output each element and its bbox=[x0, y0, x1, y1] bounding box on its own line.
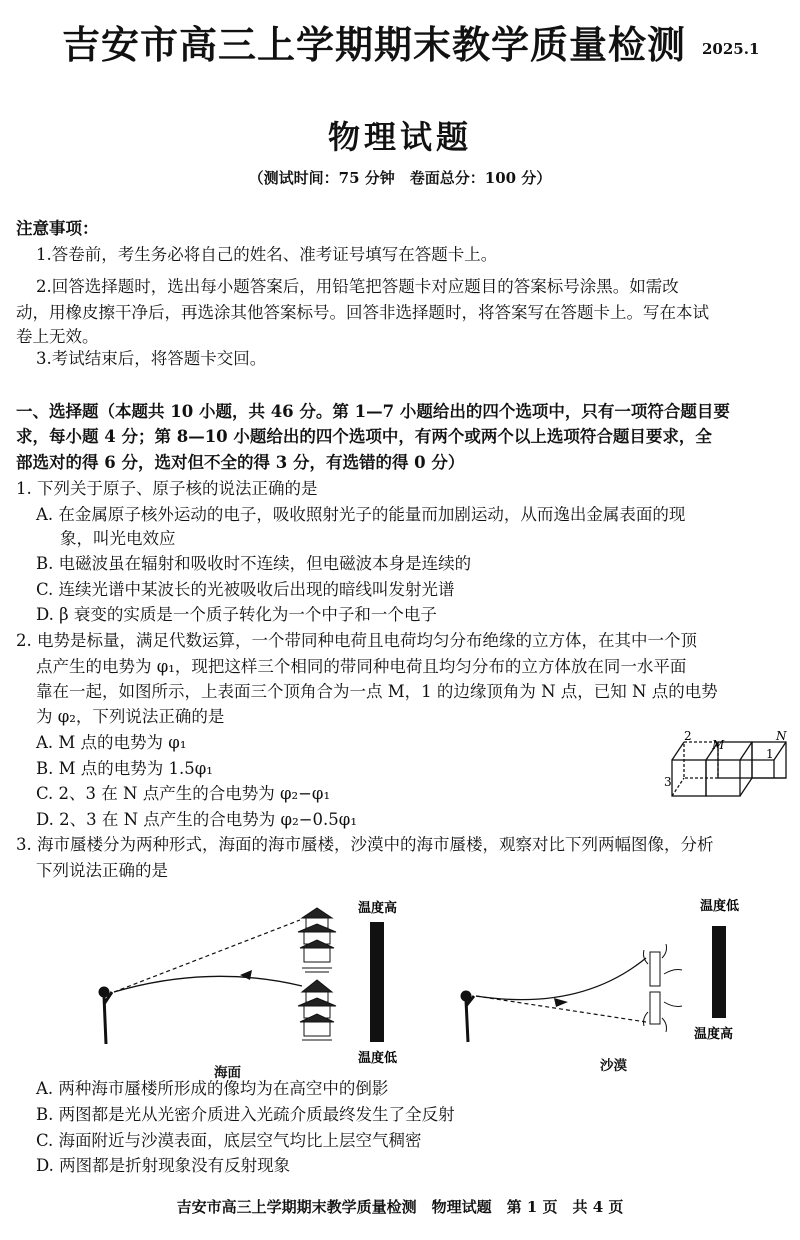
cube-label-3: 3 bbox=[664, 775, 672, 789]
desert-caption: 沙漠 bbox=[600, 1058, 627, 1074]
temperature-bar bbox=[370, 922, 384, 1042]
option: B. 电磁波虽在辐射和吸收时不连续，但电磁波本身是连续的 bbox=[36, 554, 472, 573]
reflected-tree-icon bbox=[644, 992, 683, 1032]
option: A. 在金属原子核外运动的电子，吸收照射光子的能量而加剧运动，从而逸出金属表面的现 bbox=[36, 505, 686, 524]
cube-label-1: 1 bbox=[766, 747, 774, 761]
question-stem: 1. 下列关于原子、原子核的说法正确的是 bbox=[16, 479, 318, 498]
option: A. M 点的电势为 φ₁ bbox=[36, 733, 187, 752]
option: D. β 衰变的实质是一个质子转化为一个中子和一个电子 bbox=[36, 605, 437, 624]
subject-title: 物理试题 bbox=[327, 118, 472, 156]
page-footer: 吉安市高三上学期期末教学质量检测 物理试题 第 1 页 共 4 页 bbox=[176, 1198, 624, 1216]
exam-info: （测试时间：75 分钟 卷面总分：100 分） bbox=[248, 169, 552, 187]
section-heading: 求，每小题 4 分；第 8—10 小题给出的四个选项中，有两个或两个以上选项符合题目要求，全 bbox=[16, 427, 712, 446]
temperature-bar bbox=[712, 926, 726, 1018]
question-stem: 下列说法正确的是 bbox=[36, 861, 168, 880]
notice-heading: 注意事项： bbox=[16, 219, 99, 238]
section-heading: 部选对的得 6 分，选对但不全的得 3 分，有选错的得 0 分） bbox=[16, 453, 465, 472]
notice-line: 动，用橡皮擦干净后，再选涂其他答案标号。回答非选择题时，将答案写在答题卡上。写在本试 bbox=[16, 303, 709, 322]
observer-icon bbox=[462, 992, 474, 1042]
exam-date: 2025.1 bbox=[702, 40, 760, 58]
mirage-tower-icon bbox=[298, 908, 336, 972]
option: C. 连续光谱中某波长的光被吸收后出现的暗线叫发射光谱 bbox=[36, 580, 455, 599]
left-top-label: 温度高 bbox=[358, 901, 398, 916]
desert-mirage-figure bbox=[450, 892, 780, 1052]
point-m-label: M bbox=[712, 738, 725, 752]
sea-mirage-figure bbox=[90, 892, 420, 1072]
question-stem: 点产生的电势为 φ₁，现把这样三个相同的带同种电荷且均匀分布的立方体放在同一水平面 bbox=[36, 657, 687, 676]
notice-line: 2.回答选择题时，选出每小题答案后，用铅笔把答题卡对应题目的答案标号涂黑。如需改 bbox=[36, 277, 679, 296]
cube-label-2: 2 bbox=[684, 729, 692, 743]
point-n-label: N bbox=[776, 729, 787, 743]
section-heading: 一、选择题（本题共 10 小题，共 46 分。第 1—7 小题给出的四个选项中，只有一项符合题目要 bbox=[16, 402, 730, 421]
option: B. M 点的电势为 1.5φ₁ bbox=[36, 759, 213, 778]
question-stem: 2. 电势是标量，满足代数运算，一个带同种电荷且电荷均匀分布绝缘的立方体，在其中一个顶 bbox=[16, 631, 697, 650]
left-bottom-label: 温度低 bbox=[358, 1051, 398, 1066]
option: D. 两图都是折射现象没有反射现象 bbox=[36, 1156, 291, 1175]
real-tower-icon bbox=[298, 980, 336, 1040]
option: C. 2、3 在 N 点产生的合电势为 φ₂−φ₁ bbox=[36, 784, 331, 803]
cubes-figure bbox=[664, 728, 794, 804]
option: A. 两种海市蜃楼所形成的像均为在高空中的倒影 bbox=[36, 1079, 389, 1098]
option: 象，叫光电效应 bbox=[60, 529, 176, 548]
notice-line: 1.答卷前，考生务必将自己的姓名、准考证号填写在答题卡上。 bbox=[36, 245, 498, 264]
tree-icon bbox=[644, 944, 683, 986]
notice-line: 卷上无效。 bbox=[16, 327, 99, 346]
question-stem: 3. 海市蜃楼分为两种形式，海面的海市蜃楼，沙漠中的海市蜃楼，观察对比下列两幅图像，分析 bbox=[16, 835, 714, 854]
right-top-label: 温度低 bbox=[700, 899, 740, 914]
observer-icon bbox=[100, 988, 112, 1044]
notice-line: 3.考试结束后，将答题卡交回。 bbox=[36, 349, 267, 368]
option: D. 2、3 在 N 点产生的合电势为 φ₂−0.5φ₁ bbox=[36, 810, 357, 829]
right-bottom-label: 温度高 bbox=[694, 1027, 734, 1042]
option: C. 海面附近与沙漠表面，底层空气均比上层空气稠密 bbox=[36, 1131, 422, 1150]
question-stem: 为 φ₂，下列说法正确的是 bbox=[36, 707, 225, 726]
option: B. 两图都是光从光密介质进入光疏介质最终发生了全反射 bbox=[36, 1105, 455, 1124]
exam-title: 吉安市高三上学期期末教学质量检测 bbox=[62, 22, 687, 67]
sea-caption: 海面 bbox=[214, 1065, 241, 1081]
question-stem: 靠在一起，如图所示，上表面三个顶角合为一点 M，1 的边缘顶角为 N 点，已知 N 点的电势 bbox=[36, 682, 718, 701]
